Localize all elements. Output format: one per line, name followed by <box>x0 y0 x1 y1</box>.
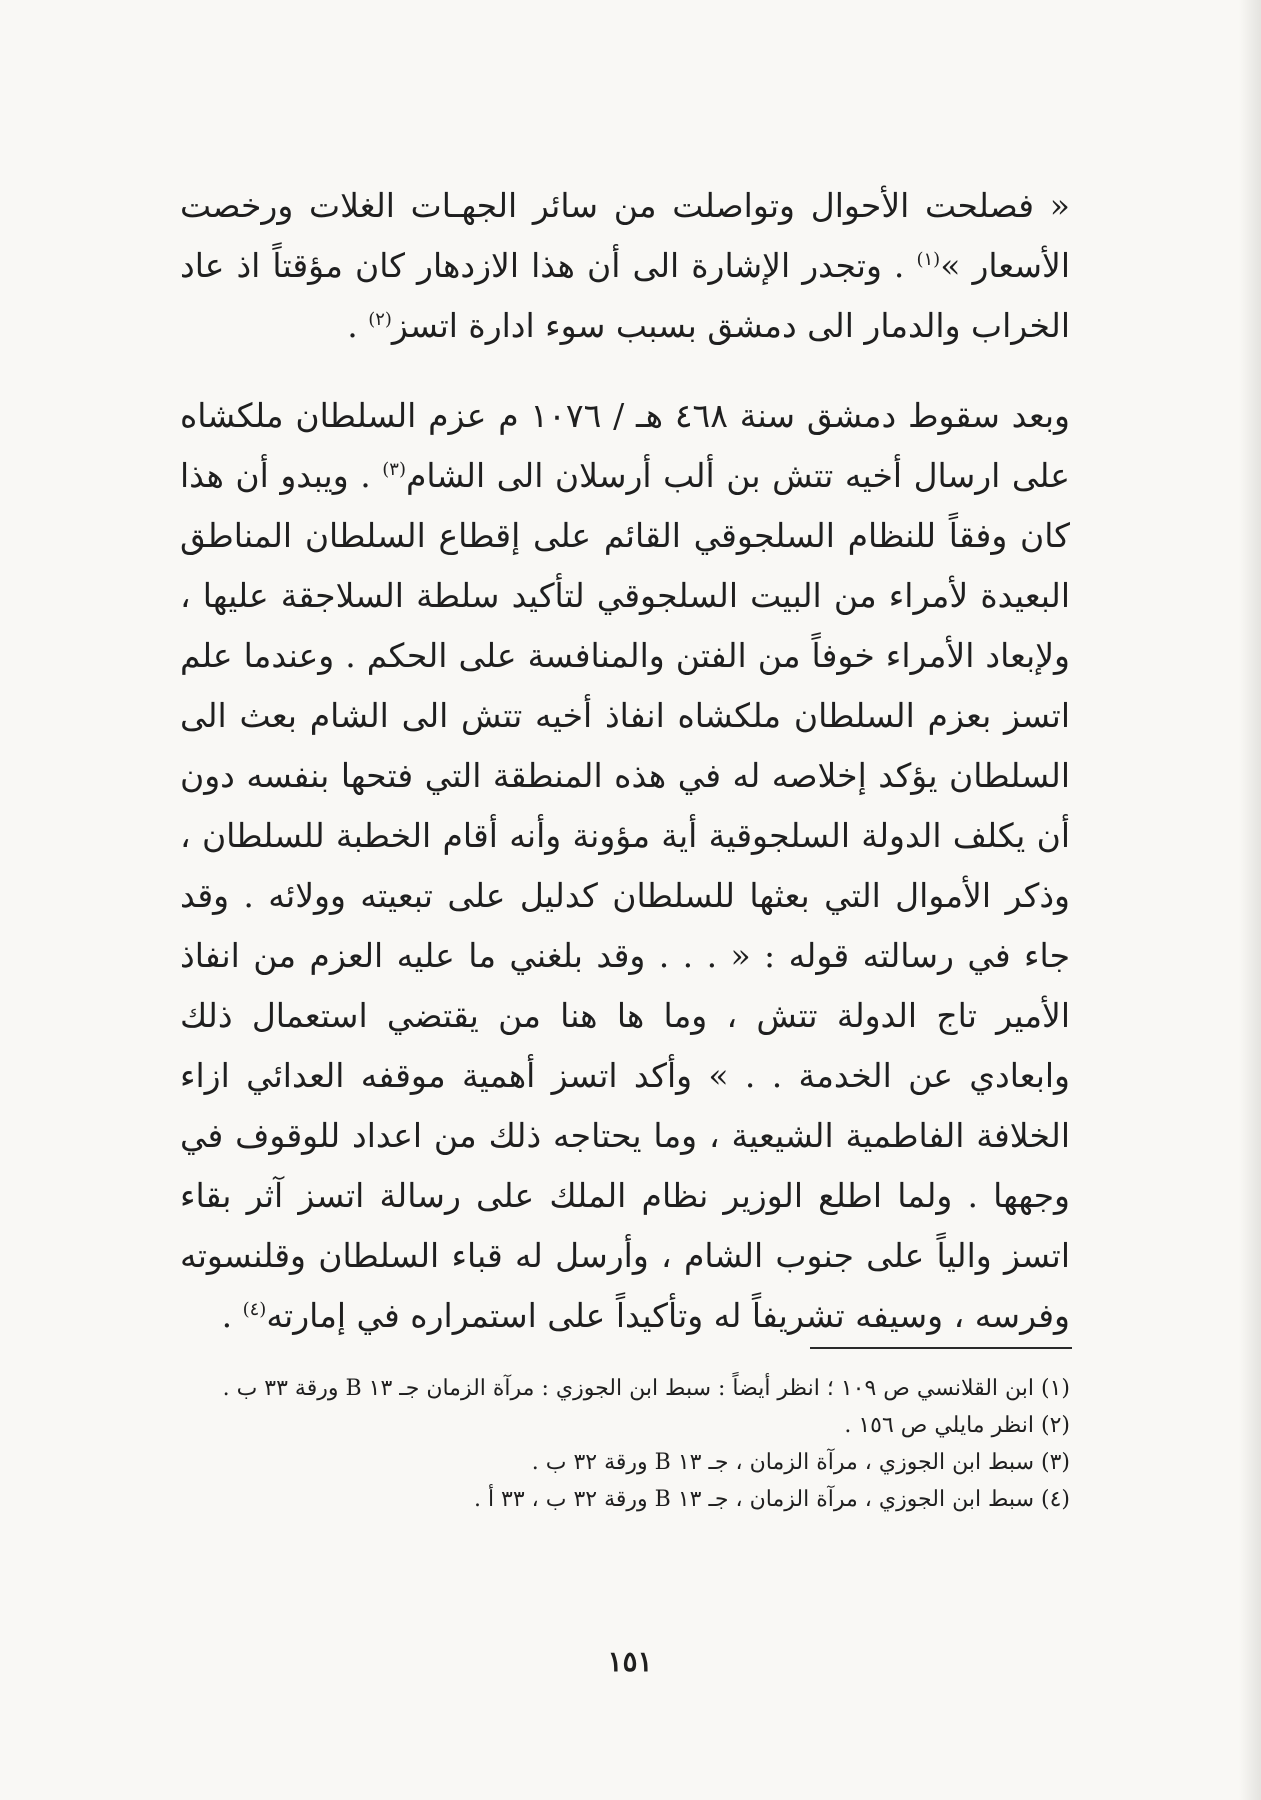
footnote-divider <box>810 1347 1072 1349</box>
paragraph-2-part-2: . ويبدو أن هذا كان وفقاً للنظام السلجوقي القائم على إقطاع السلطان المناطق البعيدة لأمراء من البيت السلجوقي لتأكيد سلطة السلاجقة عليها ، ولإبعاد الأمراء خوفاً من الفتن والمنافسة على الحكم . وعندما علم اتسز بعزم السلطان ملكشاه انفاذ أخيه تتش الى الشام بعث الى السلطان يؤكد إخلاصه له في هذه المنطقة التي فتحها بنفسه دون أن يكلف الدولة السلجوقية أية مؤونة وأنه أقام الخطبة للسلطان ، وذكر الأموال التي بعثها للسلطان كدليل على تبعيته وولائه . وقد جاء في رسالته قوله : « . . . وقد بلغني ما عليه العزم من انفاذ الأمير تاج الدولة تتش ، وما ها هنا من يقتضي استعمال ذلك وابعادي عن الخدمة . . » وأكد اتسز أهمية موقفه العدائي ازاء الخلافة الفاطمية الشيعية ، وما يحتاجه ذلك من اعداد للوقوف في وجهها . ولما اطلع الوزير نظام الملك على رسالة اتسز آثر بقاء اتسز والياً على جنوب الشام ، وأرسل له قباء السلطان وقلنسوته وفرسه ، وسيفه تشريفاً له وتأكيداً على استمراره في إمارته <box>180 456 1070 1335</box>
paragraph-1-part-2: . وتجدر الإشارة الى أن هذا الازدهار كان مؤقتاً اذ عاد الخراب والدمار الى دمشق بسبب سوء ادارة اتسز <box>180 246 1070 345</box>
paragraph-1 <box>180 176 1070 356</box>
paragraph-2-part-1: وبعد سقوط دمشق سنة ٤٦٨ هـ / ١٠٧٦ م عزم السلطان ملكشاه على ارسال أخيه تتش بن ألب أرسلان الى الشام <box>180 396 1070 495</box>
paragraph-1-text <box>180 176 1070 356</box>
paragraph-2-part-3: . <box>221 1296 243 1335</box>
footnote-1: (١) ابن القلانسي ص ١٠٩ ؛ انظر أيضاً : سبط ابن الجوزي : مرآة الزمان جـ ١٣ B ورقة ٣٣ ب . <box>222 1376 1070 1401</box>
page-edge-shadow <box>1239 0 1261 1800</box>
footnote-ref-2: (٢) <box>368 309 392 330</box>
page-number: ١٥١ <box>607 1645 653 1678</box>
footnotes <box>180 1370 1070 1518</box>
paragraph-1-part-3: . <box>347 306 369 345</box>
footnote-ref-1: (١) <box>916 249 941 270</box>
footnote-3: (٣) سبط ابن الجوزي ، مرآة الزمان ، جـ ١٣ B ورقة ٣٢ ب . <box>531 1450 1070 1475</box>
paragraph-2 <box>180 386 1070 1346</box>
paragraph-1-part-1: « فصلحت الأحوال وتواصلت من سائر الجهـات الغلات ورخصت الأسعار » <box>180 186 1070 285</box>
footnote-4: (٤) سبط ابن الجوزي ، مرآة الزمان ، جـ ١٣ B ورقة ٣٢ ب ، ٣٣ أ . <box>473 1487 1070 1512</box>
footnote-ref-4: (٤) <box>242 1299 267 1320</box>
paragraph-2-text <box>180 386 1070 1346</box>
footnote-2: (٢) انظر مايلي ص ١٥٦ . <box>844 1413 1070 1438</box>
footnote-ref-3: (٣) <box>382 459 406 480</box>
